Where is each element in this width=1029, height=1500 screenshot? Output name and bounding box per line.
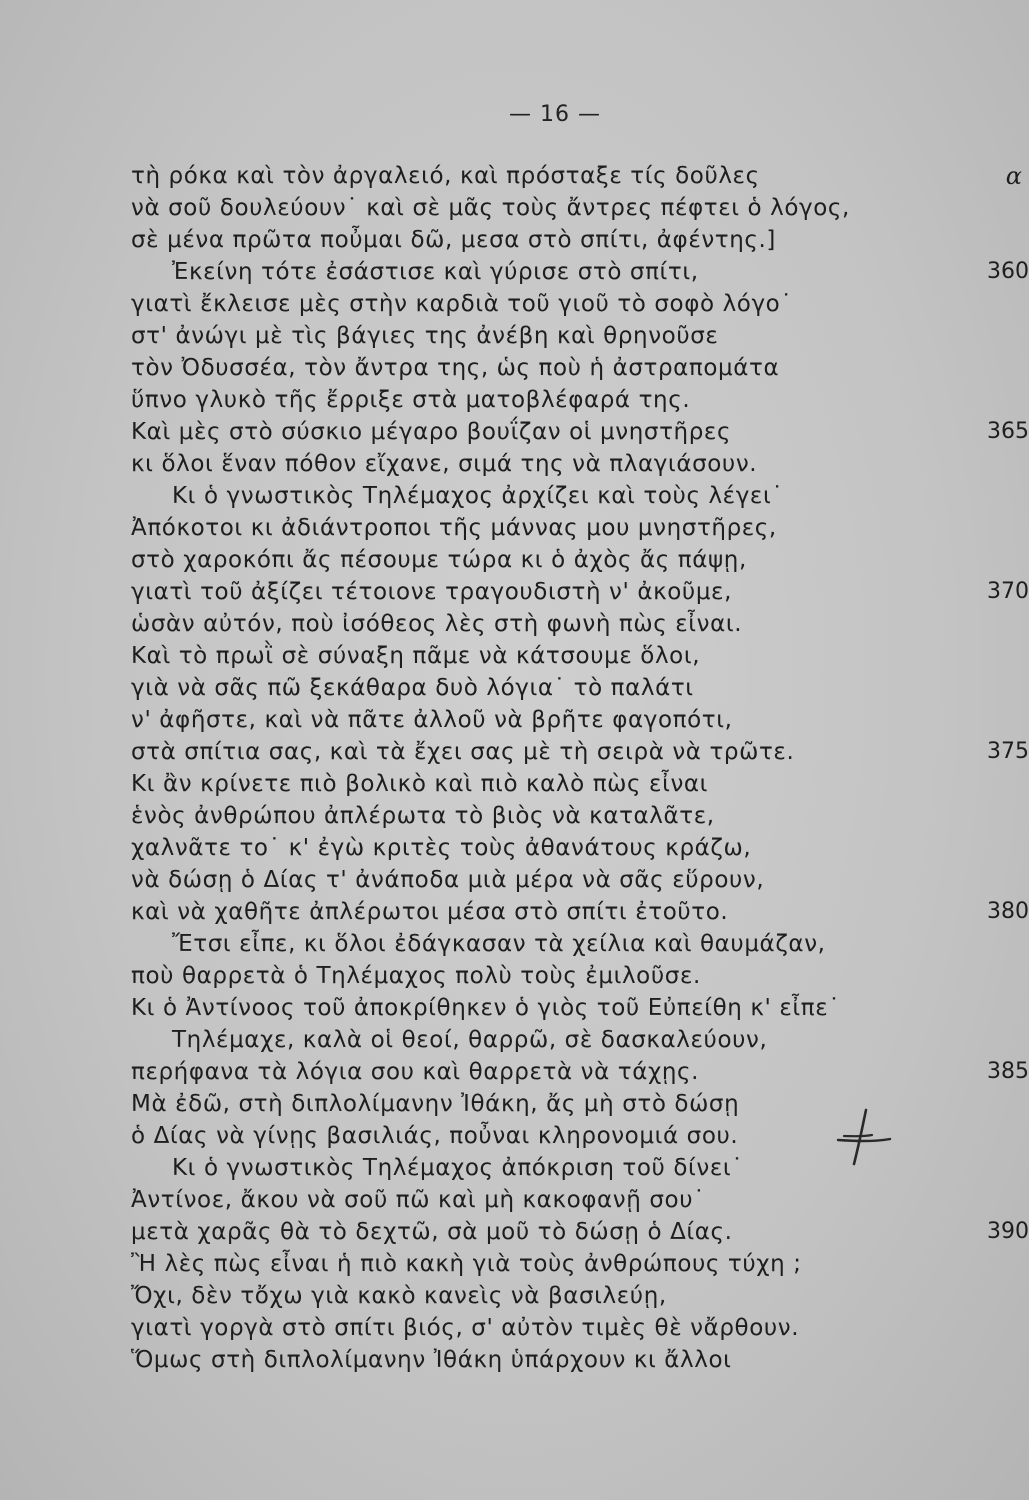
verse-line [0, 576, 1029, 608]
verse-text: ὡσὰν αὐτόν, ποὺ ἰσόθεος λὲς στὴ φωνὴ πὼς εἶναι. [131, 611, 743, 637]
verse-text: Ἀπόκοτοι κι ἀδιάντροποι τῆς μάννας μου μνηστῆρες, [131, 515, 777, 541]
verse-line [0, 1280, 1029, 1312]
verse-line [0, 960, 1029, 992]
marker-text: 375 [987, 739, 1029, 764]
verse-text: γιατὶ γοργὰ στὸ σπίτι βιός, σ' αὐτὸν τιμὲς θὲ νἄρθουν. [131, 1315, 800, 1341]
verse-text: γιατὶ τοῦ ἀξίζει τέτοιονε τραγουδιστὴ ν' ἀκοῦμε, [131, 579, 733, 605]
marker-text: 370 [987, 579, 1029, 604]
verse-text: ἑνὸς ἀνθρώπου ἀπλέρωτα τὸ βιὸς νὰ καταλᾶτε, [131, 803, 715, 829]
verse-line [0, 384, 1029, 416]
verse-line [0, 1344, 1029, 1376]
verse-line [0, 704, 1029, 736]
verse-line [0, 864, 1029, 896]
verse-text: Κι ὁ γνωστικὸς Τηλέμαχος ἀρχίζει καὶ τοὺς λέγει˙ [172, 483, 784, 509]
verse-line [0, 160, 1029, 192]
verse-text: κι ὅλοι ἕναν πόθον εἴχανε, σιμά της νὰ πλαγιάσουν. [131, 451, 758, 477]
verse-text: Κι ὁ Ἀντίνοος τοῦ ἀποκρίθηκεν ὁ γιὸς τοῦ Εὐπείθη κ' εἶπε˙ [131, 995, 841, 1021]
verse-text: Κι ἂν κρίνετε πιὸ βολικὸ καὶ πιὸ καλὸ πὼς εἶναι [131, 771, 709, 797]
verse-line [0, 992, 1029, 1024]
verse-text: Ἐκείνη τότε ἐσάστισε καὶ γύρισε στὸ σπίτι, [172, 259, 699, 285]
marker-text: α [1005, 162, 1022, 190]
marker-text: 360 [987, 259, 1029, 284]
verse-text: Ὄχι, δὲν τὄχω γιὰ κακὸ κανεὶς νὰ βασιλεύῃ, [131, 1283, 667, 1309]
verse-text: ὕπνο γλυκὸ τῆς ἔρριξε στὰ ματοβλέφαρά της. [131, 387, 691, 413]
verse-text: ὁ Δίας νὰ γίνῃς βασιλιάς, ποὖναι κληρονομιά σου. [131, 1123, 739, 1149]
verse-text: τὸν Ὀδυσσέα, τὸν ἄντρα της, ὡς ποὺ ἡ ἀστραπομάτα [131, 355, 780, 381]
verse-text: νὰ δώσῃ ὁ Δίας τ' ἀνάποδα μιὰ μέρα νὰ σᾶς εὕρουν, [131, 867, 765, 893]
verse-line [0, 640, 1029, 672]
verse-line [0, 320, 1029, 352]
verse-text: Ἢ λὲς πὼς εἶναι ἡ πιὸ κακὴ γιὰ τοὺς ἀνθρώπους τύχη ; [131, 1251, 802, 1277]
verse-line [0, 256, 1029, 288]
verse-line [0, 1248, 1029, 1280]
verse-text: γιὰ νὰ σᾶς πῶ ξεκάθαρα δυὸ λόγια˙ τὸ παλάτι [131, 675, 694, 701]
verse-text: ν' ἀφῆστε, καὶ νὰ πᾶτε ἀλλοῦ νὰ βρῆτε φαγοπότι, [131, 707, 733, 733]
verse-line [0, 480, 1029, 512]
verse-text: καὶ νὰ χαθῆτε ἀπλέρωτοι μέσα στὸ σπίτι ἐτοῦτο. [131, 899, 729, 925]
verse-text: μετὰ χαρᾶς θὰ τὸ δεχτῶ, σὰ μοῦ τὸ δώσῃ ὁ Δίας. [131, 1219, 733, 1245]
page-number: — 16 — [509, 102, 601, 127]
verse-line [0, 416, 1029, 448]
verse-line [0, 736, 1029, 768]
marker-text: 390 [987, 1219, 1029, 1244]
verse-line [0, 288, 1029, 320]
verse-text: τὴ ρόκα καὶ τὸν ἀργαλειό, καὶ πρόσταξε τίς δοῦλες [131, 163, 760, 189]
verse-text: Ὅμως στὴ διπλολίμανην Ἰθάκη ὑπάρχουν κι ἄλλοι [131, 1347, 732, 1373]
verse-line [0, 512, 1029, 544]
verse-text: νὰ σοῦ δουλεύουν˙ καὶ σὲ μᾶς τοὺς ἄντρες πέφτει ὁ λόγος, [131, 195, 850, 221]
verse-text: στ' ἀνώγι μὲ τὶς βάγιες της ἀνέβη καὶ θρηνοῦσε [131, 323, 719, 349]
verse-line [0, 1312, 1029, 1344]
verse-line [0, 1056, 1029, 1088]
verse-line [0, 192, 1029, 224]
verse-line [0, 608, 1029, 640]
verse-line [0, 1184, 1029, 1216]
verse-line [0, 1216, 1029, 1248]
verse-text: Τηλέμαχε, καλὰ οἱ θεοί, θαρρῶ, σὲ δασκαλεύουν, [172, 1027, 768, 1053]
verse-line [0, 352, 1029, 384]
verse-text: στὸ χαροκόπι ἄς πέσουμε τώρα κι ὁ ἀχὸς ἄς πάψῃ, [131, 547, 747, 573]
verse-line [0, 832, 1029, 864]
verse-text: Κι ὁ γνωστικὸς Τηλέμαχος ἀπόκριση τοῦ δίνει˙ [172, 1155, 744, 1181]
verse-text: ποὺ θαρρετὰ ὁ Τηλέμαχος πολὺ τοὺς ἐμιλοῦσε. [131, 963, 701, 989]
verse-text: Ἀντίνοε, ἄκου νὰ σοῦ πῶ καὶ μὴ κακοφανῇ σου˙ [131, 1187, 706, 1213]
verse-line [0, 448, 1029, 480]
verse-line [0, 672, 1029, 704]
verse-line [0, 224, 1029, 256]
marker-text: 385 [987, 1059, 1029, 1084]
verse-text: γιατὶ ἔκλεισε μὲς στὴν καρδιὰ τοῦ γιοῦ τὸ σοφὸ λόγο˙ [131, 291, 793, 317]
verse-text: Ἔτσι εἶπε, κι ὅλοι ἐδάγκασαν τὰ χείλια καὶ θαυμάζαν, [172, 931, 826, 957]
verse-text: Καὶ μὲς στὸ σύσκιο μέγαρο βουΐζαν οἱ μνηστῆρες [131, 419, 732, 445]
pen-mark-icon [832, 1106, 892, 1170]
verse-text: σὲ μένα πρῶτα ποὖμαι δῶ, μεσα στὸ σπίτι, ἀφέντης.] [131, 227, 777, 253]
verse-line [0, 928, 1029, 960]
verse-line [0, 800, 1029, 832]
verse-line [0, 544, 1029, 576]
marker-text: 380 [987, 899, 1029, 924]
verse-text: στὰ σπίτια σας, καὶ τὰ ἔχει σας μὲ τὴ σειρὰ νὰ τρῶτε. [131, 739, 795, 765]
marker-text: 365 [987, 419, 1029, 444]
verse-text: χαλνᾶτε το˙ κ' ἐγὼ κριτὲς τοὺς ἀθανάτους κράζω, [131, 835, 752, 861]
verse-line [0, 768, 1029, 800]
verse-text: Μὰ ἐδῶ, στὴ διπλολίμανην Ἰθάκη, ἄς μὴ στὸ δώσῃ [131, 1091, 740, 1117]
verse-line [0, 1024, 1029, 1056]
verse-text: Καὶ τὸ πρωῒ σὲ σύναξη πᾶμε νὰ κάτσουμε ὅλοι, [131, 643, 701, 669]
verse-line [0, 896, 1029, 928]
verse-text: περήφανα τὰ λόγια σου καὶ θαρρετὰ νὰ τάχῃς. [131, 1059, 700, 1085]
